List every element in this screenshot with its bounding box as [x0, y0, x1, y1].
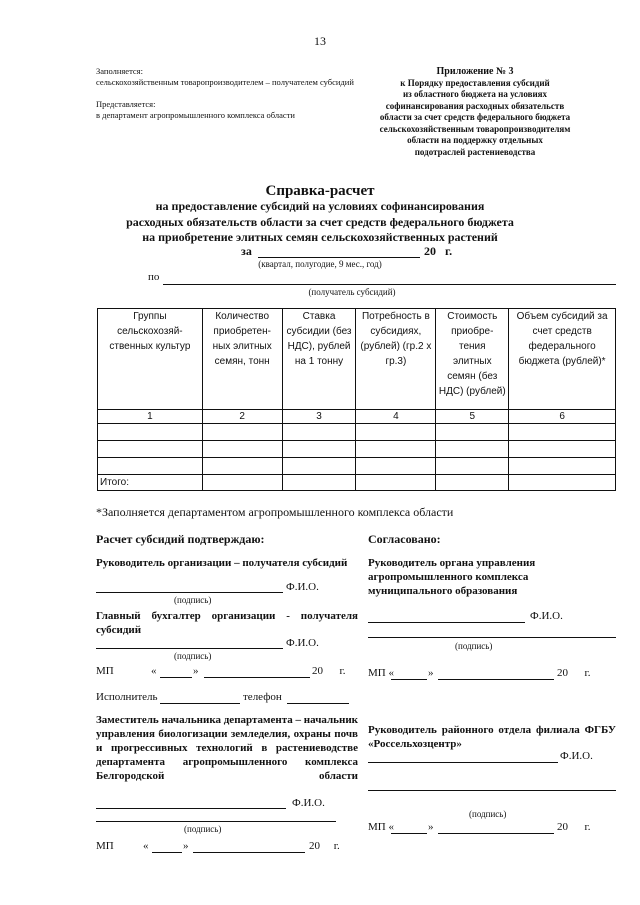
head-org-fio: Ф.И.О. — [286, 581, 319, 593]
mp2-day-field[interactable] — [152, 852, 182, 853]
column-header: Стоимость приобре-тения элитных семян (без НДС) (рублей) — [436, 309, 509, 410]
deputy-signature-hint: (подпись) — [184, 824, 222, 834]
confirm-heading: Расчет субсидий подтверждаю: — [96, 532, 265, 546]
executor-label: Исполнитель — [96, 691, 158, 703]
mp2-quote-close: » — [183, 840, 189, 852]
mp-year: 20 г. — [312, 665, 346, 677]
total-row — [98, 475, 616, 491]
appendix-line: к Порядку предоставления субсидий — [400, 77, 550, 88]
executor-field[interactable] — [160, 703, 240, 704]
total-label: Итого: — [98, 475, 203, 491]
column-header: Ставка субсидии (без НДС), рублей на 1 тонну — [282, 309, 356, 410]
period-prefix: за — [241, 244, 252, 258]
mp2-year: 20 г. — [309, 840, 340, 852]
appendix-line: подотраслей растениеводства — [414, 146, 536, 157]
filled-value: сельскохозяйственным товаропроизводителем – получателем субсидий — [96, 77, 354, 87]
column-number: 4 — [356, 410, 436, 424]
right-mp2-quote-close: » — [428, 821, 434, 833]
appendix-line: из областного бюджета на условиях — [402, 89, 548, 99]
municipal-separator — [368, 637, 616, 638]
appendix-line: софинансирования расходных обязательств — [385, 100, 565, 111]
document-subtitle — [0, 199, 640, 246]
column-number-row — [98, 410, 616, 424]
head-org-title: Руководитель организации – получателя субсидий — [96, 557, 348, 569]
right-mp2-day-field[interactable] — [391, 833, 427, 834]
appendix-line: сельскохозяйственным товаропроизводителям — [379, 123, 571, 134]
district-signature-hint: (подпись) — [469, 809, 507, 819]
submitted-label: Представляется: — [96, 99, 156, 109]
table-row[interactable] — [98, 424, 616, 441]
deputy-title: Заместитель начальника департамента – начальник управления биологизации земледелия, охраны почв и прогрессивных технологий в растениеводстве департамента агропромышленного комплекса Белгородской области — [96, 714, 358, 782]
subsidy-table — [97, 308, 616, 491]
appendix-heading: Приложение № 3 — [436, 66, 514, 77]
filled-by-block — [96, 66, 366, 121]
right-mp-year: 20 г. — [557, 667, 591, 679]
district-separator — [368, 790, 616, 791]
deputy-fio: Ф.И.О. — [292, 797, 325, 809]
column-number: 1 — [98, 410, 203, 424]
accountant-signature-hint: (подпись) — [174, 651, 212, 661]
mp2-quote-open: « — [143, 840, 149, 852]
accountant-title: Главный бухгалтер организации - получателя субсидий — [96, 610, 358, 636]
head-org-signature-line[interactable] — [96, 592, 283, 593]
mp-day-field[interactable] — [160, 677, 192, 678]
appendix-block — [375, 66, 575, 158]
district-title: Руководитель районного отдела филиала ФГБУ «Россельхозцентр» — [368, 724, 616, 750]
period-field[interactable] — [258, 257, 420, 258]
municipal-fio: Ф.И.О. — [530, 610, 563, 622]
recipient-field[interactable] — [163, 284, 616, 285]
mp2-month-field[interactable] — [193, 852, 305, 853]
right-mp-month-field[interactable] — [438, 679, 554, 680]
head-org-signature-hint: (подпись) — [174, 595, 212, 605]
municipal-signature-hint: (подпись) — [455, 641, 493, 651]
municipal-signature-line[interactable] — [368, 622, 525, 623]
deputy-signature-line[interactable] — [96, 808, 286, 809]
column-number: 3 — [282, 410, 356, 424]
period-year: 20 г. — [424, 244, 453, 258]
mp-quote-close: » — [193, 665, 199, 677]
column-header: Количество приобретен-ных элитных семян, тонн — [202, 309, 282, 410]
subtitle-line: на предоставление субсидий на условиях софинансирования — [155, 199, 485, 213]
table-row[interactable] — [98, 458, 616, 475]
right-mp-label: МП « — [368, 667, 394, 679]
page-number: 13 — [314, 34, 326, 48]
subtitle-line: расходных обязательств области за счет средств федерального бюджета — [126, 214, 514, 229]
subtitle-line: на приобретение элитных семян сельскохозяйственных растений — [142, 230, 498, 244]
accountant-fio: Ф.И.О. — [286, 637, 319, 649]
table-row[interactable] — [98, 441, 616, 458]
document-title: Справка-расчет — [265, 183, 375, 199]
submitted-value: в департамент агропромышленного комплекса области — [96, 110, 295, 120]
mp-label: МП — [96, 665, 114, 677]
deputy-separator — [96, 821, 336, 822]
accountant-signature-line[interactable] — [96, 648, 283, 649]
right-mp2-month-field[interactable] — [438, 833, 554, 834]
column-header: Объем субсидий за счет средств федерального бюджета (рублей)* — [509, 309, 616, 410]
right-mp2-label: МП « — [368, 821, 394, 833]
phone-label: телефон — [243, 691, 282, 703]
appendix-line: области за счет средств федерального бюджета — [379, 112, 571, 122]
agreed-heading: Согласовано: — [368, 532, 441, 546]
district-fio: Ф.И.О. — [560, 750, 593, 762]
recipient-hint: (получатель субсидий) — [308, 287, 396, 297]
recipient-prefix: по — [148, 271, 160, 283]
column-number: 2 — [202, 410, 282, 424]
column-number: 6 — [509, 410, 616, 424]
column-header: Группы сельскохозяй-ственных культур — [98, 309, 203, 410]
mp-quote-open: « — [151, 665, 157, 677]
phone-field[interactable] — [287, 703, 349, 704]
right-mp-day-field[interactable] — [391, 679, 427, 680]
column-header: Потребность в субсидиях, (рублей) (гр.2 х гр.3) — [356, 309, 436, 410]
table-header-row — [98, 309, 616, 410]
mp2-label: МП — [96, 840, 114, 852]
footnote: *Заполняется департаментом агропромышленного комплекса области — [96, 505, 454, 519]
column-number: 5 — [436, 410, 509, 424]
right-mp-quote-close: » — [428, 667, 434, 679]
district-signature-line[interactable] — [368, 762, 558, 763]
filled-label: Заполняется: — [96, 66, 143, 76]
appendix-line: области на поддержку отдельных — [407, 135, 543, 145]
period-hint: (квартал, полугодие, 9 мес., год) — [258, 259, 382, 269]
right-mp2-year: 20 г. — [557, 821, 591, 833]
mp-month-field[interactable] — [204, 677, 310, 678]
municipal-title: Руководитель органа управления агропромышленного комплекса муниципального образования — [368, 557, 536, 597]
